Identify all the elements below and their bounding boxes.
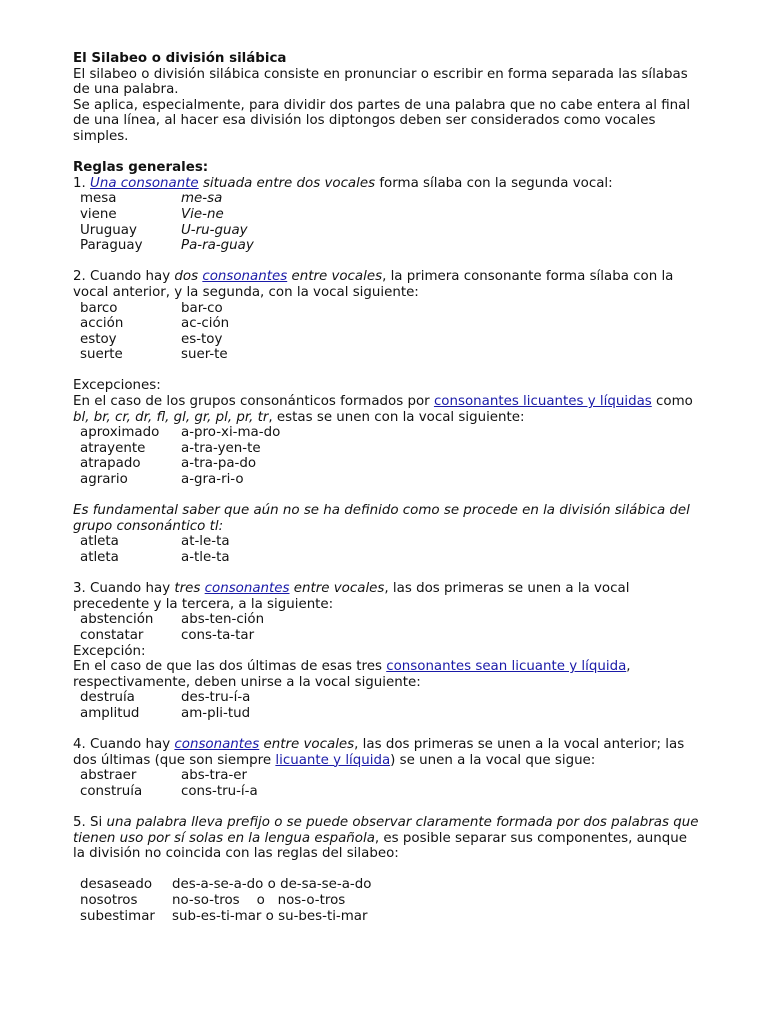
exceptions-text: En el caso de los grupos consonánticos formados por consonantes licuantes y líquidas como bl, br, cr, dr, fl, gl, gr, pl, pr, tr, estas se unen con la vocal siguiente: [73, 394, 693, 425]
example-split: des-a-se-a-do o de-sa-se-a-do [172, 877, 372, 893]
example-row [73, 238, 703, 254]
exception-text: En el caso de que las dos últimas de esas tres consonantes sean licuante y líquida, respectivamente, deben unirse a la vocal siguiente: [73, 659, 631, 690]
example-row [73, 534, 703, 550]
rules-heading: Reglas generales: [73, 160, 209, 176]
example-split: sub-es-ti-mar o su-bes-ti-mar [172, 908, 368, 924]
rule-3-examples [73, 612, 703, 643]
example-split: a-tra-pa-do [181, 456, 257, 472]
example-word: agrario [80, 472, 128, 488]
example-row [73, 893, 703, 909]
example-word: suerte [80, 347, 123, 363]
example-split: Vie-ne [181, 206, 224, 222]
document-page [73, 51, 703, 924]
link-consonantes-3[interactable]: consonantes [204, 581, 290, 597]
tl-examples [73, 534, 703, 565]
example-row [73, 316, 703, 332]
rule-4-examples [73, 768, 703, 799]
example-word: construía [80, 783, 143, 799]
example-row [73, 550, 703, 566]
example-word: Paraguay [80, 238, 143, 254]
example-row [73, 628, 703, 644]
link-una-consonante[interactable]: Una consonante [90, 175, 199, 191]
intro-paragraph-2: Se aplica, especialmente, para dividir dos partes de una palabra que no cabe entera al final de una línea, al hacer esa división los diptongos deben ser considerados como vocales simples. [73, 97, 691, 144]
example-row [73, 690, 703, 706]
example-split: Pa-ra-guay [181, 238, 254, 254]
example-word: nosotros [80, 893, 138, 909]
document-title: El Silabeo o división silábica [73, 51, 287, 66]
link-consonantes[interactable]: consonantes [202, 269, 288, 285]
tl-note: Es fundamental saber que aún no se ha definido como se procede en la división silábica del grupo consonántico tl: [73, 503, 690, 534]
rule-2-examples [73, 301, 703, 363]
example-word: amplitud [80, 705, 140, 721]
link-consonantes-licuantes[interactable]: consonantes licuantes y líquidas [433, 394, 652, 410]
example-split: suer-te [181, 347, 228, 363]
example-word: abstraer [80, 768, 137, 784]
example-split: cons-tru-í-a [181, 783, 258, 799]
example-split: abs-ten-ción [181, 612, 265, 628]
example-word: subestimar [80, 908, 155, 924]
example-word: estoy [80, 331, 117, 347]
example-split: des-tru-í-a [181, 690, 251, 706]
example-row [73, 909, 703, 925]
example-word: aproximado [80, 425, 160, 441]
example-row [73, 612, 703, 628]
exception-heading: Excepción: [73, 643, 146, 659]
example-split: a-gra-ri-o [181, 472, 244, 488]
example-word: atleta [80, 534, 119, 550]
example-word: mesa [80, 191, 117, 207]
example-row [73, 456, 703, 472]
example-row [73, 207, 703, 223]
exceptions-heading: Excepciones: [73, 378, 161, 394]
link-licuante-liquida[interactable]: consonantes sean licuante y líquida [386, 659, 627, 675]
example-row [73, 332, 703, 348]
example-row [73, 347, 703, 363]
example-word: atrapado [80, 456, 141, 472]
rule-1-text: 1. Una consonante situada entre dos vocales forma sílaba con la segunda vocal: [73, 175, 613, 191]
example-row [73, 768, 703, 784]
example-split: a-pro-xi-ma-do [181, 425, 281, 441]
link-licuante-y-liquida[interactable]: licuante y líquida [275, 752, 391, 768]
example-split: at-le-ta [181, 534, 230, 550]
rule-4-text: 4. Cuando hay consonantes entre vocales, las dos primeras se unen a la vocal anterior; las dos últimas (que son siempre licuante y líquida) se unen a la vocal que sigue: [73, 737, 685, 768]
exceptions-examples [73, 425, 703, 487]
rule-5-text: 5. Si una palabra lleva prefijo o se puede observar claramente formada por dos palabras que tienen uso por sí solas en la lengua española, es posible separar sus componentes, aunque la división no coincida con las reglas del silabeo: [73, 815, 699, 862]
example-row [73, 223, 703, 239]
example-split: no-so-tros o nos-o-tros [172, 893, 346, 909]
example-row [73, 425, 703, 441]
example-row [73, 441, 703, 457]
example-row [73, 877, 703, 893]
rule-1-examples [73, 191, 703, 253]
example-split: bar-co [181, 300, 223, 316]
example-word: acción [80, 316, 124, 332]
example-word: viene [80, 206, 117, 222]
rule-2-text: 2. Cuando hay dos consonantes entre vocales, la primera consonante forma sílaba con la vocal anterior, y la segunda, con la vocal siguiente: [73, 269, 674, 300]
example-row [73, 191, 703, 207]
example-split: a-tra-yen-te [181, 440, 261, 456]
link-consonantes-4[interactable]: consonantes [174, 737, 260, 753]
example-split: a-tle-ta [181, 550, 230, 565]
rule-5-examples [73, 877, 703, 924]
rule-3-text: 3. Cuando hay tres consonantes entre vocales, las dos primeras se unen a la vocal precedente y la tercera, a la siguiente: [73, 581, 630, 612]
example-split: abs-tra-er [181, 768, 248, 784]
example-word: desaseado [80, 877, 153, 893]
example-word: barco [80, 300, 118, 316]
example-split: cons-ta-tar [181, 627, 255, 643]
example-word: constatar [80, 627, 144, 643]
example-word: destruía [80, 690, 135, 706]
example-split: es-toy [181, 331, 223, 347]
example-word: atrayente [80, 440, 146, 456]
example-row [73, 706, 703, 722]
exception-examples [73, 690, 703, 721]
example-row [73, 301, 703, 317]
example-split: am-pli-tud [181, 705, 251, 721]
intro-paragraph-1: El silabeo o división silábica consiste en pronunciar o escribir en forma separada las sílabas de una palabra. [73, 66, 688, 98]
example-row [73, 472, 703, 488]
example-word: Uruguay [80, 222, 137, 238]
example-split: me-sa [181, 191, 223, 207]
example-split: U-ru-guay [181, 222, 248, 238]
example-split: ac-ción [181, 316, 230, 332]
example-word: atleta [80, 550, 119, 565]
example-row [73, 784, 703, 800]
example-word: abstención [80, 612, 154, 628]
